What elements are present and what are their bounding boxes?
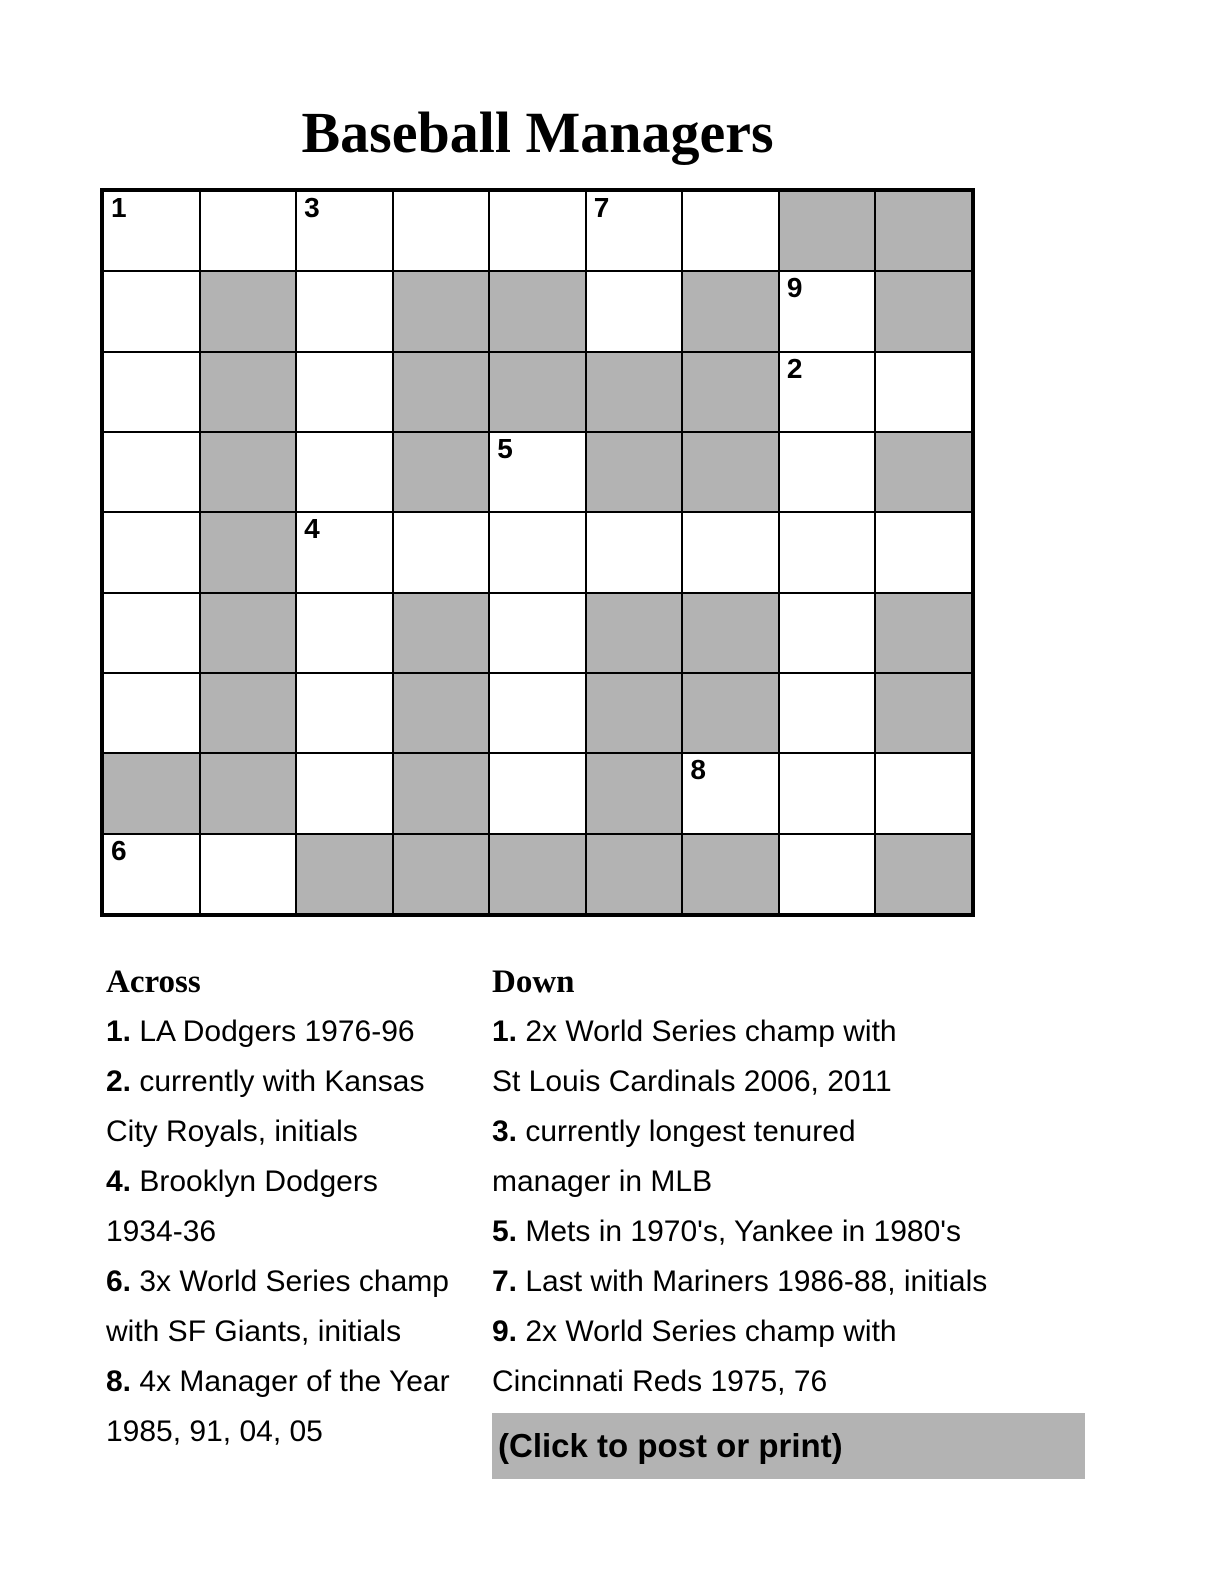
cell-number: 4 [304,513,320,545]
clue-line: 7. Last with Mariners 1986-88, initials [492,1265,988,1298]
grid-cell-shaded [683,272,778,350]
grid-cell [683,754,778,832]
grid-cell [297,754,392,832]
clue-number: 1. [492,1015,518,1048]
grid-cell [780,754,875,832]
grid-cell [780,513,875,591]
clue-number: 1. [106,1015,132,1048]
grid-cell [104,433,199,511]
cell-number: 7 [593,192,610,223]
grid-cell [780,272,875,350]
grid-cell [490,513,585,591]
clue-number: 2. [106,1065,132,1098]
grid-cell [297,192,392,270]
grid-cell-shaded [201,433,296,511]
grid-cell [587,513,682,591]
cell-number: 3 [304,192,320,223]
grid-cell-shaded [876,433,971,511]
clue-line: St Louis Cardinals 2006, 2011 [492,1065,892,1098]
grid-cell-shaded [394,674,489,752]
grid-cell-shaded [201,272,296,350]
grid-cell [394,192,489,270]
grid-cell-shaded [683,674,778,752]
across-clues-list [106,1007,486,1457]
cell-number: 6 [111,834,127,866]
across-clues-section [106,957,486,1457]
grid-cell [780,835,875,913]
grid-cell [587,192,682,270]
clue-number: 5. [492,1215,518,1248]
crossword-grid [100,188,975,917]
cell-number: 5 [497,433,513,464]
clue-line: 1934-36 [106,1215,217,1248]
grid-cell-shaded [876,272,971,350]
grid-cell-shaded [876,835,971,913]
clue-number: 7. [492,1265,518,1298]
grid-cell [104,272,199,350]
grid-cell-shaded [201,594,296,672]
grid-cell [490,674,585,752]
grid-cell-shaded [201,754,296,832]
grid-cell-shaded [394,594,489,672]
grid-cell [104,674,199,752]
grid-cell [490,754,585,832]
clue-line: 1985, 91, 04, 05 [106,1415,323,1448]
grid-cell-shaded [780,192,875,270]
grid-cell-shaded [201,353,296,431]
grid-cell [104,835,199,913]
grid-cell-shaded [876,594,971,672]
grid-cell [490,594,585,672]
clue-line: manager in MLB [492,1165,713,1198]
grid-cell [104,353,199,431]
grid-cell-shaded [587,353,682,431]
grid-cell [297,674,392,752]
grid-cell [490,192,585,270]
clue-line: 2. currently with Kansas [106,1065,425,1098]
clue-line: with SF Giants, initials [106,1315,402,1348]
grid-cell-shaded [683,594,778,672]
grid-cell [104,594,199,672]
grid-cell [104,513,199,591]
grid-cell-shaded [587,674,682,752]
clue-number: 3. [492,1115,518,1148]
clue-line: 4. Brooklyn Dodgers [106,1165,378,1198]
grid-cell [876,754,971,832]
down-heading: Down [492,964,575,1000]
cell-number: 1 [111,192,127,223]
grid-cell [780,674,875,752]
grid-cell-shaded [876,192,971,270]
grid-cell-shaded [683,835,778,913]
cell-number: 2 [786,352,803,384]
grid-cell [297,272,392,350]
clue-line: 1. LA Dodgers 1976-96 [106,1015,415,1048]
grid-cell-shaded [394,433,489,511]
grid-cell-shaded [394,754,489,832]
grid-cell [297,353,392,431]
grid-cell-shaded [490,835,585,913]
grid-cell-shaded [587,594,682,672]
grid-cell [683,513,778,591]
grid-cell [201,192,296,270]
clue-number: 4. [106,1165,132,1198]
grid-cell-shaded [683,353,778,431]
grid-cell-shaded [104,754,199,832]
grid-cell-shaded [201,674,296,752]
grid-cell [780,594,875,672]
clue-line: City Royals, initials [106,1115,358,1148]
grid-cell-shaded [394,272,489,350]
grid-cell [297,513,392,591]
clue-line: 8. 4x Manager of the Year [106,1365,450,1398]
down-clues-list [492,1007,1102,1407]
grid-cell [490,433,585,511]
grid-cell-shaded [587,754,682,832]
grid-cell-shaded [683,433,778,511]
clue-number: 8. [106,1365,132,1398]
clue-number: 6. [106,1265,132,1298]
grid-cell [104,192,199,270]
grid-cell-shaded [490,272,585,350]
grid-cell [780,433,875,511]
grid-cell-shaded [297,835,392,913]
grid-cell-shaded [201,513,296,591]
grid-cell [394,513,489,591]
grid-cell [876,513,971,591]
down-clues-section [492,957,1102,1479]
clue-number: 9. [492,1315,518,1348]
grid-cell [683,192,778,270]
clue-line: Cincinnati Reds 1975, 76 [492,1365,828,1398]
page-title: Baseball Managers [301,100,774,165]
clue-line: 1. 2x World Series champ with [492,1015,897,1048]
clue-line: 3. currently longest tenured [492,1115,856,1148]
across-heading: Across [106,964,201,1000]
grid-cell-shaded [490,353,585,431]
clue-line: 9. 2x World Series champ with [492,1315,897,1348]
clue-line: 5. Mets in 1970's, Yankee in 1980's [492,1215,961,1248]
grid-cell [780,353,875,431]
grid-cell [876,353,971,431]
grid-cell-shaded [587,433,682,511]
grid-cell-shaded [876,674,971,752]
cell-number: 9 [786,272,803,304]
grid-cell-shaded [394,353,489,431]
cell-number: 8 [690,754,706,786]
grid-cell [201,835,296,913]
grid-cell-shaded [587,835,682,913]
clue-line: 6. 3x World Series champ [106,1265,449,1298]
grid-cell [297,433,392,511]
grid-cell [297,594,392,672]
grid-cell [587,272,682,350]
post-or-print-button[interactable]: (Click to post or print) [492,1413,1085,1479]
grid-cell-shaded [394,835,489,913]
